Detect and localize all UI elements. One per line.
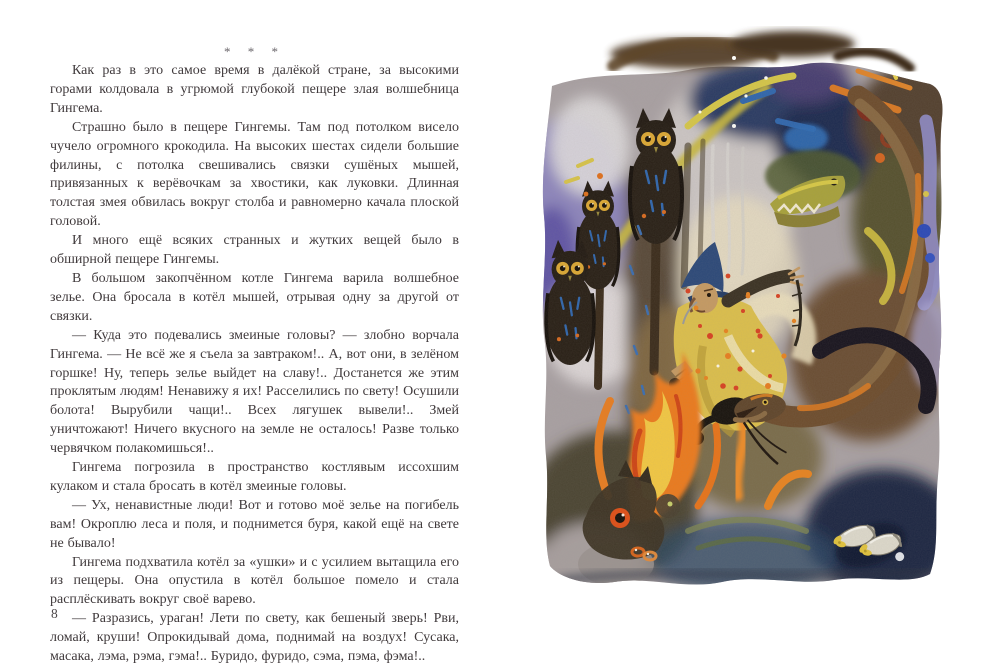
story-paragraph: — Разразись, ураган! Лети по свету, как бешеный зверь! Рви, ломай, круши! Опрокидывай дома, поднимай на воздух! Сусака, масака, лэма, рэма, гэма!.. Буридо, фуридо, сэма, пэма, фэма!..	[50, 611, 459, 665]
story-paragraph: Гингема погрозила в пространство костлявым иссохшим кулаком и стала бросать в котёл змеиные головы.	[50, 460, 459, 494]
gingema-illustration	[538, 26, 952, 606]
story-paragraph: Гингема подхватила котёл за «ушки» и с усилием вытащила его из пещеры. Она опустила в котёл большое помело и стала расплёскивать вокруг своё варево.	[50, 554, 459, 608]
story-text	[50, 62, 459, 667]
story-paragraph: Страшно было в пещере Гингемы. Там под потолком висело чучело огромного крокодила. На высоких шестах сидели большие филины, с потолка свешивались связки сушёных мышей, привязанных к верёвочкам за хвостики, как луковки. Длинная толстая змея обвилась вокруг столба и равномерно качала плоской головой.	[50, 119, 459, 230]
story-paragraph: И много ещё всяких странных и жутких вещей было в обширной пещере Гингемы.	[50, 233, 459, 268]
illustration-canvas	[538, 26, 952, 606]
story-paragraph: — Куда это подевались змеиные головы? — злобно ворчала Гингема. — Не всё же я съела за завтраком!.. А, вот они, в зелёном горшке! Ну, теперь зелье выйдет на славу!.. Достанется же этим проклятым людям! Ненавижу я их! Расселились по свету! Осушили болота! Вырубили чащи!.. Всех лягушек вывели!.. Змей уничтожают! Ничего вкусного на земле не осталось! Разве только червячком полакомишься!..	[50, 327, 459, 457]
painting-background	[538, 53, 952, 602]
top-smudges	[610, 31, 910, 69]
story-paragraph: — Ух, ненавистные люди! Вот и готово моё зелье на погибель вам! Окроплю леса и поля, и поднимется буря, какой ещё на свете не бывало!	[50, 497, 459, 551]
story-paragraph: В большом закопчённом котле Гингема варила волшебное зелье. Она бросала в котёл мышей, отрывая одну за другой от связки.	[50, 270, 459, 324]
page-number: 8	[51, 606, 58, 621]
section-separator: * * *	[224, 44, 285, 59]
story-paragraph: Как раз в это самое время в далёкой стране, за высокими горами колдовала в угрюмой глубокой пещере злая волшебница Гингема.	[50, 63, 459, 116]
